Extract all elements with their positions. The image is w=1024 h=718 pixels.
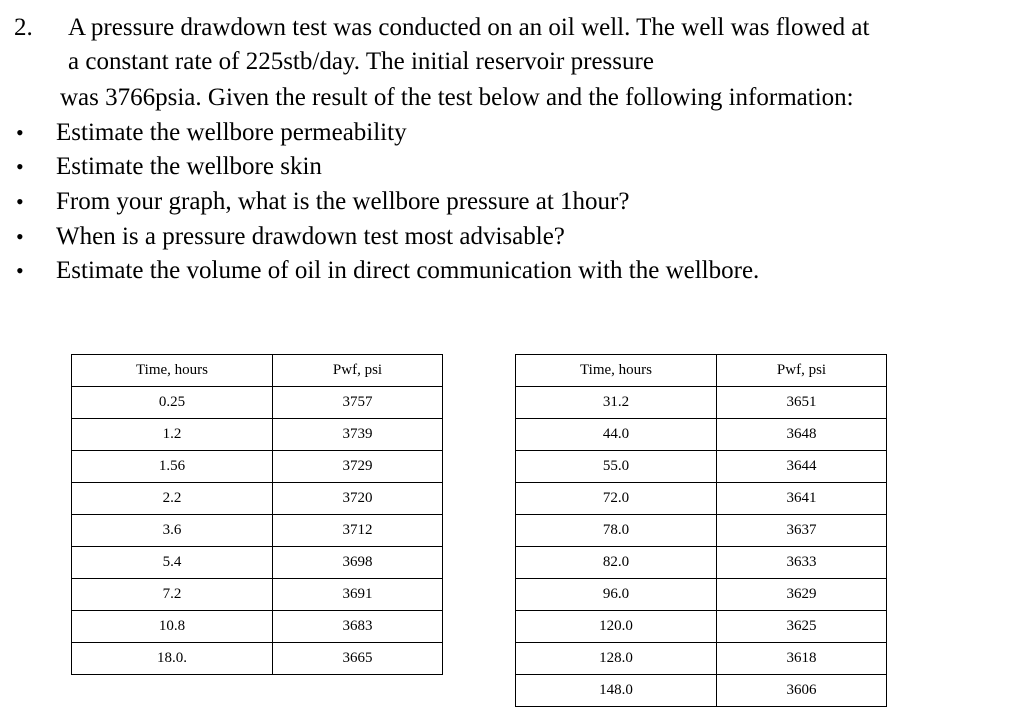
time-cell: 0.25 — [72, 387, 273, 419]
pwf-cell: 3739 — [273, 419, 443, 451]
table-row — [72, 483, 443, 515]
data-table-right — [515, 354, 887, 707]
bullet-text: When is a pressure drawdown test most advisable? — [56, 223, 565, 250]
time-cell: 3.6 — [72, 515, 273, 547]
bullet-dot: • — [16, 154, 24, 179]
pwf-cell: 3665 — [273, 643, 443, 675]
table-row — [516, 483, 887, 515]
table-row — [516, 515, 887, 547]
time-cell: 55.0 — [516, 451, 717, 483]
table-row — [72, 579, 443, 611]
table-row — [516, 643, 887, 675]
bullet-text: Estimate the wellbore permeability — [56, 119, 407, 146]
time-cell: 148.0 — [516, 675, 717, 707]
pwf-header: Pwf, psi — [273, 355, 443, 387]
pwf-cell: 3618 — [717, 643, 887, 675]
pwf-cell: 3648 — [717, 419, 887, 451]
table-row — [516, 579, 887, 611]
table-row — [72, 611, 443, 643]
time-cell: 18.0. — [72, 643, 273, 675]
pwf-cell: 3698 — [273, 547, 443, 579]
time-cell: 120.0 — [516, 611, 717, 643]
bullet-dot: • — [16, 189, 24, 214]
time-cell: 96.0 — [516, 579, 717, 611]
table-row — [516, 451, 887, 483]
pwf-cell: 3757 — [273, 387, 443, 419]
pwf-cell: 3644 — [717, 451, 887, 483]
time-cell: 31.2 — [516, 387, 717, 419]
bullet-dot: • — [16, 120, 24, 145]
table-row — [72, 419, 443, 451]
pwf-cell: 3637 — [717, 515, 887, 547]
table-row — [72, 387, 443, 419]
pwf-cell: 3691 — [273, 579, 443, 611]
time-cell: 7.2 — [72, 579, 273, 611]
pwf-cell: 3633 — [717, 547, 887, 579]
bullet-text: From your graph, what is the wellbore pressure at 1hour? — [56, 188, 630, 215]
pwf-cell: 3712 — [273, 515, 443, 547]
table-row — [72, 515, 443, 547]
table-row — [516, 611, 887, 643]
bullet-dot: • — [16, 224, 24, 249]
table-row — [516, 547, 887, 579]
pwf-cell: 3625 — [717, 611, 887, 643]
pwf-cell: 3683 — [273, 611, 443, 643]
pwf-cell: 3729 — [273, 451, 443, 483]
time-cell: 1.56 — [72, 451, 273, 483]
bullet-text: Estimate the wellbore skin — [56, 153, 322, 180]
time-cell: 128.0 — [516, 643, 717, 675]
question-line-1: A pressure drawdown test was conducted on an oil well. The well was flowed at — [68, 14, 870, 41]
data-table-left — [71, 354, 443, 675]
time-cell: 78.0 — [516, 515, 717, 547]
time-header: Time, hours — [72, 355, 273, 387]
pwf-header: Pwf, psi — [717, 355, 887, 387]
table-row — [516, 387, 887, 419]
table-row — [72, 547, 443, 579]
time-cell: 72.0 — [516, 483, 717, 515]
table-row — [72, 451, 443, 483]
pwf-cell: 3720 — [273, 483, 443, 515]
bullet-dot: • — [16, 258, 24, 283]
time-cell: 5.4 — [72, 547, 273, 579]
table-header-row — [516, 355, 887, 387]
table-row — [516, 675, 887, 707]
table-header-row — [72, 355, 443, 387]
question-number: 2. — [14, 14, 33, 41]
pwf-cell: 3641 — [717, 483, 887, 515]
time-cell: 44.0 — [516, 419, 717, 451]
bullet-text: Estimate the volume of oil in direct communication with the wellbore. — [56, 257, 760, 284]
table-row — [516, 419, 887, 451]
time-cell: 82.0 — [516, 547, 717, 579]
question-line-2: a constant rate of 225stb/day. The initial reservoir pressure — [68, 48, 654, 75]
time-cell: 2.2 — [72, 483, 273, 515]
question-line-3: was 3766psia. Given the result of the test below and the following information: — [60, 84, 854, 111]
pwf-cell: 3629 — [717, 579, 887, 611]
time-cell: 1.2 — [72, 419, 273, 451]
pwf-cell: 3606 — [717, 675, 887, 707]
time-header: Time, hours — [516, 355, 717, 387]
time-cell: 10.8 — [72, 611, 273, 643]
pwf-cell: 3651 — [717, 387, 887, 419]
table-row — [72, 643, 443, 675]
